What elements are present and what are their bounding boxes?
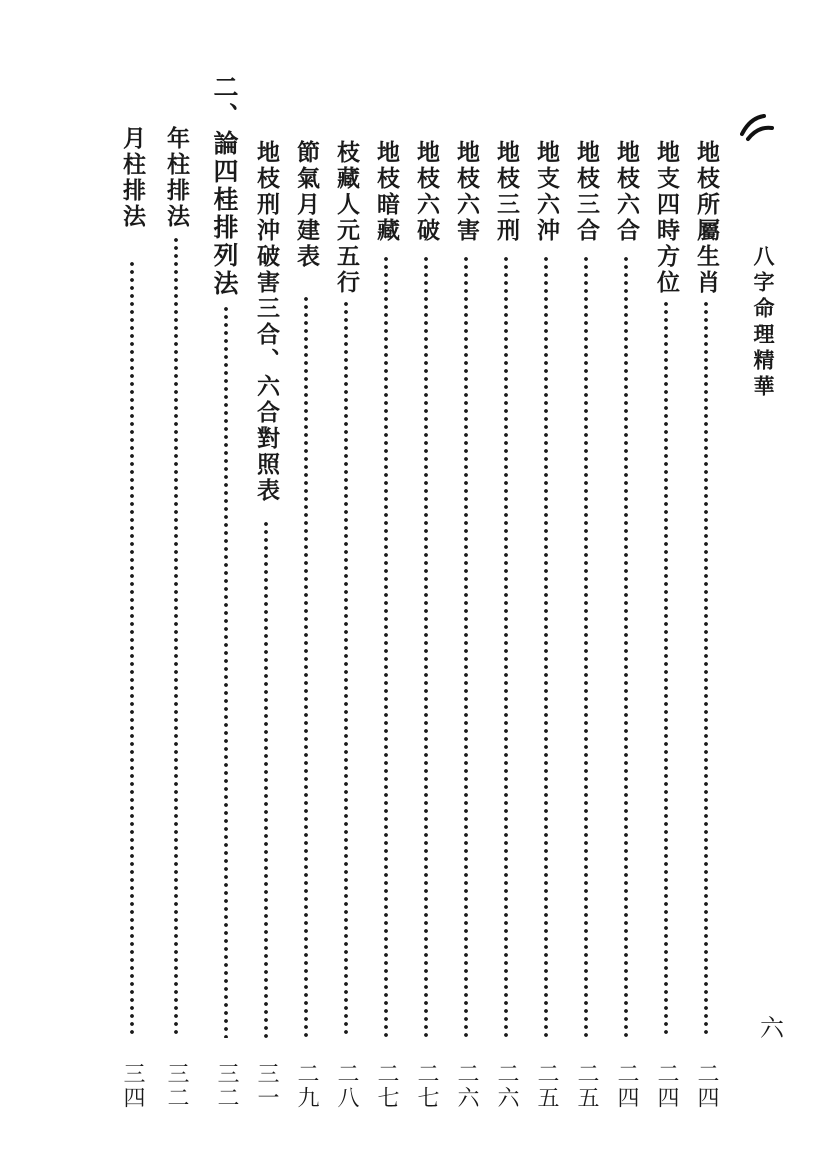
toc-entry-title: 地枝所屬生肖	[693, 140, 720, 296]
toc-entry-page: 二七	[414, 1062, 439, 1110]
toc-entry-title: 地支四時方位	[653, 140, 680, 296]
dot-leader	[701, 300, 711, 1038]
toc-entry-page: 二六	[454, 1062, 479, 1110]
toc-entry-title: 地支六沖	[533, 140, 560, 244]
dot-leader	[171, 236, 181, 1038]
dot-leader	[127, 260, 137, 1038]
running-title: 八字命理精華	[751, 245, 776, 401]
corner-mark-icon	[740, 112, 774, 142]
toc-entry-page: 三一	[254, 1062, 279, 1110]
toc-entry-page: 三四	[120, 1062, 145, 1110]
dot-leader	[381, 255, 391, 1038]
toc-entry-title: 地枝暗藏	[373, 140, 400, 244]
toc-entry-title: 地枝刑沖破害三合、六合對照表	[253, 140, 280, 504]
toc-entry-title: 地枝六合	[613, 140, 640, 244]
toc-entry-page: 二六	[494, 1062, 519, 1110]
dot-leader	[541, 255, 551, 1038]
toc-entry-title: 地枝三合	[573, 140, 600, 244]
toc-entry-title: 節氣月建表	[293, 140, 320, 270]
toc-entry-title: 月柱排法	[119, 126, 146, 230]
toc-entry-title: 地枝三刑	[493, 140, 520, 244]
dot-leader	[661, 300, 671, 1038]
dot-leader	[501, 255, 511, 1038]
dot-leader	[301, 295, 311, 1038]
dot-leader	[461, 255, 471, 1038]
toc-entry-page: 三二	[164, 1062, 189, 1110]
toc-entry-title: 枝藏人元五行	[333, 140, 360, 296]
toc-entry-page: 二四	[694, 1062, 719, 1110]
dot-leader	[261, 520, 271, 1038]
toc-entry-title: 地枝六破	[413, 140, 440, 244]
toc-entry-title: 地枝六害	[453, 140, 480, 244]
toc-entry-page: 二四	[654, 1062, 679, 1110]
toc-entry-title: 二、論四桂排列法	[210, 74, 239, 298]
toc-entry-page: 二五	[574, 1062, 599, 1110]
dot-leader	[581, 255, 591, 1038]
toc-entry-title: 年柱排法	[163, 126, 190, 230]
toc-entry-page: 三二	[214, 1062, 239, 1110]
dot-leader	[221, 305, 231, 1038]
dot-leader	[421, 255, 431, 1038]
toc-entry-page: 二五	[534, 1062, 559, 1110]
toc-entry-page: 二九	[294, 1062, 319, 1110]
toc-entry-page: 二四	[614, 1062, 639, 1110]
toc-entry-page: 二八	[334, 1062, 359, 1110]
toc-entry-page: 二七	[374, 1062, 399, 1110]
dot-leader	[621, 255, 631, 1038]
page-number: 六	[760, 1014, 784, 1042]
dot-leader	[341, 300, 351, 1038]
